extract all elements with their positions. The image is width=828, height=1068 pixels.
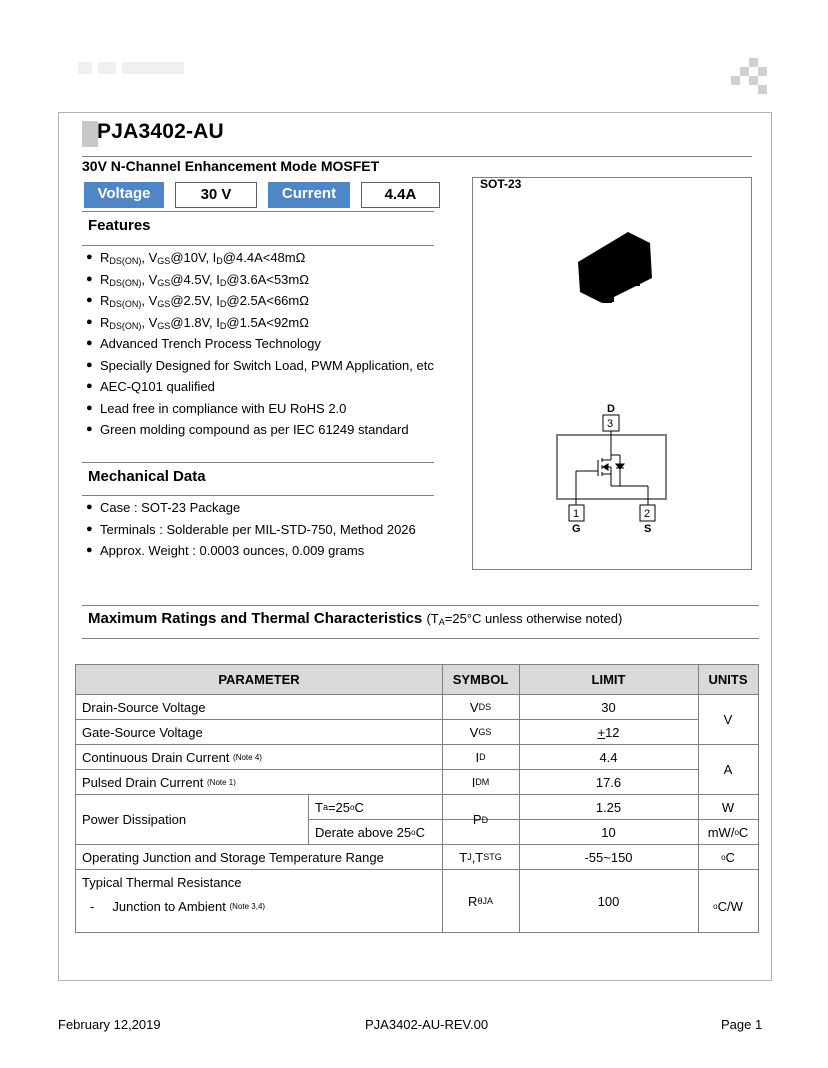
symbol-id: I D	[475, 749, 486, 765]
pin2-number: 2	[644, 508, 651, 520]
symbol-idm: I DM	[471, 774, 490, 790]
feature-item: ● $R_{DS(ON)}$, $V_{GS}@2.5V$, $I_D@2.5A<66m\Omega$	[86, 293, 309, 309]
symbol-rth: R θJA	[468, 893, 493, 909]
feature-item: ● $R_{DS(ON)}$, $V_{GS}@1.8V$, $I_D@1.5A<92m\Omega$	[86, 314, 309, 331]
limit-id: 4.4	[599, 749, 618, 765]
symbol-tj: T J ,T STG	[459, 849, 502, 865]
current-label-box: Current	[268, 182, 350, 208]
unit-w: W	[721, 799, 735, 815]
package-label: SOT-23	[480, 177, 522, 191]
mechanical-item: ● Terminals : Solderable per MIL-STD-750, Method 2026	[86, 521, 416, 537]
ratings-rule-bottom	[82, 638, 759, 639]
footer-date: February 12,2019	[58, 1017, 161, 1032]
pin3-number: 3	[607, 418, 614, 430]
footer-doc-id: PJA3402-AU-REV.00	[365, 1017, 489, 1032]
features-heading: Features	[88, 217, 151, 234]
feature-item: ● Lead free in compliance with EU RoHS 2.0	[86, 400, 347, 416]
ratings-rule-top	[82, 605, 759, 606]
mechanical-item: ● Case : SOT-23 Package	[86, 500, 241, 515]
pd-condition-derate: Derate above 25 o C	[315, 824, 425, 840]
symbol-vgs: V GS	[469, 724, 492, 740]
unit-v: V	[723, 712, 733, 727]
feature-item: ● $R_{DS(ON)}$, $V_{GS}@4.5V$, $I_D@3.6A<53m\Omega$	[86, 271, 309, 288]
limit-tj: -55~150	[584, 849, 633, 865]
limit-vgs: + 12	[597, 724, 620, 740]
limit-pd-2: 10	[601, 824, 616, 840]
symbol-pd: P D	[472, 812, 489, 827]
param-vds: Drain-Source Voltage	[82, 699, 206, 715]
part-number-title: PJA3402-AU	[97, 120, 224, 143]
pin1-number: 1	[573, 508, 580, 520]
voltage-label-box: Voltage	[84, 182, 164, 208]
symbol-vds: V DS	[469, 699, 492, 715]
limit-pd-1: 1.25	[595, 799, 622, 815]
pin-s-label: S	[644, 523, 652, 535]
limit-idm: 17.6	[595, 774, 622, 790]
param-rth: Typical Thermal Resistance	[82, 874, 242, 890]
header-symbol: SYMBOL	[442, 665, 519, 694]
header-limit: LIMIT	[519, 665, 698, 694]
footer-page: Page 1	[721, 1017, 763, 1032]
ratings-table	[75, 664, 759, 933]
unit-a: A	[723, 762, 733, 777]
voltage-value-box: 30 V	[175, 182, 257, 208]
ratings-heading: Maximum Ratings and Thermal Characteristics ($T_A=25^\circ C$ unless otherwise noted)	[88, 610, 623, 627]
header-units: UNITS	[698, 665, 758, 694]
unit-degc-per-w: o C/W	[713, 898, 743, 914]
feature-item: ● Green molding compound as per IEC 61249 standard	[86, 422, 409, 437]
param-vgs: Gate-Source Voltage	[82, 724, 203, 740]
param-tj: Operating Junction and Storage Temperature Range	[82, 849, 384, 865]
limit-vds: 30	[601, 699, 616, 715]
limit-rth: 100	[597, 893, 620, 909]
feature-item: ● Specially Designed for Switch Load, PWM Application, etc	[86, 357, 434, 373]
mechanical-item: ● Approx. Weight : 0.0003 ounces, 0.009 grams	[86, 543, 365, 558]
feature-item: ● AEC-Q101 qualified	[86, 379, 215, 394]
feature-item: ● $R_{DS(ON)}$, $V_{GS}@10V$, $I_D@4.4A<48m\Omega$	[86, 250, 306, 266]
mechanical-heading: Mechanical Data	[88, 468, 206, 485]
pin-g-label: G	[572, 523, 581, 535]
param-id: Continuous Drain Current (Note 4)	[82, 749, 262, 765]
param-pd: Power Dissipation	[82, 812, 187, 827]
pin-d-label: D	[607, 403, 615, 415]
current-value-box: 4.4A	[361, 182, 440, 208]
sot23-package-image	[578, 232, 652, 303]
mosfet-schematic	[557, 415, 666, 521]
pd-condition-25c: T a =25 o C	[315, 799, 364, 815]
param-idm: Pulsed Drain Current (Note 1)	[82, 774, 236, 790]
unit-mw-per-c: mW/ o C	[707, 824, 749, 840]
device-description: 30V N-Channel Enhancement Mode MOSFET	[82, 158, 380, 174]
param-rth-sub: - Junction to Ambient (Note 3,4)	[90, 898, 266, 914]
header-parameter: PARAMETER	[76, 665, 442, 694]
feature-item: ● Advanced Trench Process Technology	[86, 336, 321, 351]
unit-degc: o C	[721, 849, 735, 865]
